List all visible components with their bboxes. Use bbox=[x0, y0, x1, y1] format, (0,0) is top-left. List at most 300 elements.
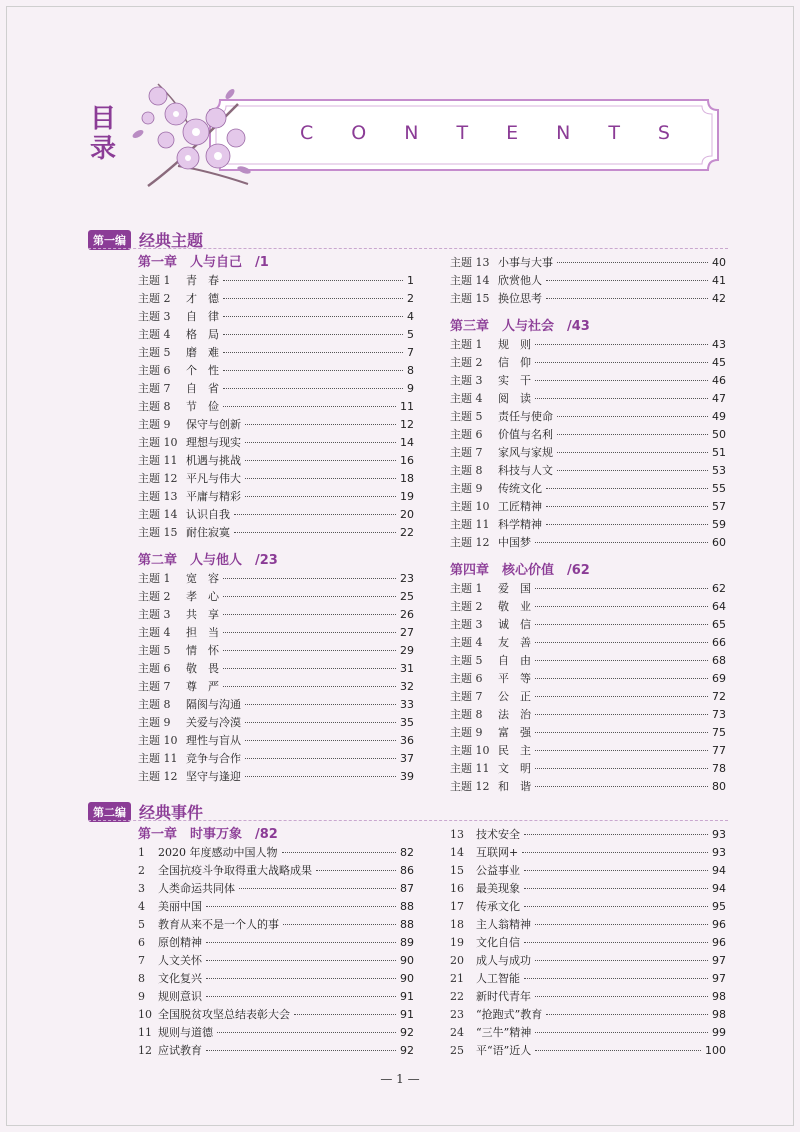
entry-label: 4 bbox=[138, 900, 145, 913]
toc-entry[interactable] bbox=[450, 688, 726, 706]
toc-entry[interactable] bbox=[138, 290, 414, 308]
entry-title: 敬 业 bbox=[498, 600, 531, 613]
toc-entry[interactable] bbox=[450, 1042, 726, 1060]
entry-title: 互联网+ bbox=[476, 846, 519, 859]
dot-leader bbox=[245, 758, 396, 759]
contents-letter: T bbox=[456, 122, 469, 144]
entry-title: 规则意识 bbox=[158, 990, 202, 1003]
toc-entry[interactable] bbox=[138, 470, 414, 488]
dot-leader bbox=[223, 578, 396, 579]
toc-entry[interactable] bbox=[138, 506, 414, 524]
toc-entry[interactable] bbox=[450, 880, 726, 898]
dot-leader bbox=[535, 380, 708, 381]
entry-title: 文 明 bbox=[498, 762, 531, 775]
entry-label: 23 bbox=[450, 1008, 464, 1021]
dot-leader bbox=[535, 1050, 701, 1051]
dot-leader bbox=[245, 424, 396, 425]
dot-leader bbox=[524, 834, 708, 835]
entry-label: 主题 11 bbox=[138, 454, 178, 467]
toc-entry[interactable] bbox=[138, 308, 414, 326]
toc-entry[interactable] bbox=[138, 660, 414, 678]
entry-page: 88 bbox=[400, 900, 414, 913]
entry-page: 89 bbox=[400, 936, 414, 949]
entry-title: 文化自信 bbox=[476, 936, 520, 949]
dot-leader bbox=[535, 1032, 708, 1033]
dot-leader bbox=[223, 280, 403, 281]
entry-label: 主题 3 bbox=[450, 618, 483, 631]
toc-entry[interactable] bbox=[450, 272, 726, 290]
entry-label: 主题 15 bbox=[450, 292, 490, 305]
entry-page: 62 bbox=[712, 582, 726, 595]
toc-entry[interactable] bbox=[138, 380, 414, 398]
entry-page: 20 bbox=[400, 508, 414, 521]
entry-page: 7 bbox=[407, 346, 414, 359]
dot-leader bbox=[234, 532, 396, 533]
chapter-title: 第一章 时事万象 /82 bbox=[138, 827, 278, 842]
dot-leader bbox=[283, 924, 396, 925]
entry-title: 人文关怀 bbox=[158, 954, 202, 967]
entry-title: 民 主 bbox=[498, 744, 531, 757]
toc-entry[interactable] bbox=[450, 988, 726, 1006]
toc-entry[interactable] bbox=[450, 970, 726, 988]
toc-entry[interactable] bbox=[450, 724, 726, 742]
entry-label: 主题 11 bbox=[450, 762, 490, 775]
dot-leader bbox=[245, 496, 396, 497]
dot-leader bbox=[535, 624, 708, 625]
contents-heading bbox=[300, 122, 670, 144]
dot-leader bbox=[557, 416, 708, 417]
entry-page: 96 bbox=[712, 918, 726, 931]
toc-entry[interactable] bbox=[450, 516, 726, 534]
dot-leader bbox=[223, 686, 396, 687]
toc-entry[interactable] bbox=[138, 1042, 414, 1060]
toc-entry[interactable] bbox=[138, 524, 414, 542]
entry-page: 100 bbox=[705, 1044, 726, 1057]
dot-leader bbox=[206, 960, 396, 961]
entry-title: 青 春 bbox=[186, 274, 219, 287]
entry-title: 工匠精神 bbox=[498, 500, 542, 513]
toc-entry[interactable] bbox=[138, 272, 414, 290]
entry-title: 宽 容 bbox=[186, 572, 219, 585]
entry-title: 认识自我 bbox=[186, 508, 230, 521]
part-title: 经典主题 bbox=[139, 231, 204, 250]
entry-label: 主题 9 bbox=[450, 726, 483, 739]
toc-entry[interactable] bbox=[138, 988, 414, 1006]
entry-title: 个 性 bbox=[186, 364, 219, 377]
toc-entry[interactable] bbox=[450, 580, 726, 598]
entry-title: 关爱与冷漠 bbox=[186, 716, 241, 729]
entry-label: 主题 1 bbox=[138, 572, 171, 585]
entry-title: 家风与家规 bbox=[498, 446, 553, 459]
entry-label: 主题 4 bbox=[138, 328, 171, 341]
toc-entry[interactable] bbox=[138, 678, 414, 696]
dot-leader bbox=[535, 642, 708, 643]
toc-entry[interactable] bbox=[450, 826, 726, 844]
entry-title: 诚 信 bbox=[498, 618, 531, 631]
entry-label: 25 bbox=[450, 1044, 464, 1057]
entry-page: 31 bbox=[400, 662, 414, 675]
entry-page: 60 bbox=[712, 536, 726, 549]
entry-page: 93 bbox=[712, 828, 726, 841]
dot-leader bbox=[282, 852, 397, 853]
toc-entry[interactable] bbox=[138, 714, 414, 732]
entry-page: 73 bbox=[712, 708, 726, 721]
entry-page: 40 bbox=[712, 256, 726, 269]
entry-page: 25 bbox=[400, 590, 414, 603]
entry-page: 59 bbox=[712, 518, 726, 531]
contents-letter: E bbox=[506, 122, 519, 144]
entry-label: 主题 10 bbox=[138, 436, 178, 449]
entry-page: 43 bbox=[712, 338, 726, 351]
entry-label: 主题 14 bbox=[450, 274, 490, 287]
entry-page: 93 bbox=[712, 846, 726, 859]
entry-label: 主题 4 bbox=[450, 392, 483, 405]
entry-page: 47 bbox=[712, 392, 726, 405]
toc-entry[interactable] bbox=[138, 1006, 414, 1024]
entry-label: 主题 11 bbox=[450, 518, 490, 531]
toc-entry[interactable] bbox=[450, 742, 726, 760]
toc-entry[interactable] bbox=[450, 1024, 726, 1042]
entry-page: 91 bbox=[400, 1008, 414, 1021]
entry-title: 科学精神 bbox=[498, 518, 542, 531]
entry-page: 91 bbox=[400, 990, 414, 1003]
entry-page: 80 bbox=[712, 780, 726, 793]
entry-label: 主题 9 bbox=[138, 716, 171, 729]
entry-label: 主题 2 bbox=[138, 292, 171, 305]
dot-leader bbox=[206, 942, 396, 943]
entry-title: 机遇与挑战 bbox=[186, 454, 241, 467]
toc-entry[interactable] bbox=[450, 254, 726, 272]
entry-label: 主题 6 bbox=[138, 662, 171, 675]
toc-entry[interactable] bbox=[138, 606, 414, 624]
dot-leader bbox=[524, 942, 708, 943]
toc-entry[interactable] bbox=[450, 916, 726, 934]
entry-title: 最美现象 bbox=[476, 882, 520, 895]
toc-entry[interactable] bbox=[450, 390, 726, 408]
entry-title: 实 干 bbox=[498, 374, 531, 387]
toc-entry[interactable] bbox=[450, 336, 726, 354]
entry-title: 隔阂与沟通 bbox=[186, 698, 241, 711]
entry-page: 46 bbox=[712, 374, 726, 387]
entry-label: 7 bbox=[138, 954, 145, 967]
dot-leader bbox=[535, 924, 708, 925]
dot-leader bbox=[239, 888, 396, 889]
entry-title: 传承文化 bbox=[476, 900, 520, 913]
toc-entry[interactable] bbox=[450, 952, 726, 970]
dot-leader bbox=[206, 978, 396, 979]
entry-page: 66 bbox=[712, 636, 726, 649]
toc-entry[interactable] bbox=[138, 844, 414, 862]
toc-entry[interactable] bbox=[450, 844, 726, 862]
entry-page: 68 bbox=[712, 654, 726, 667]
dot-leader bbox=[535, 678, 708, 679]
dot-leader bbox=[535, 344, 708, 345]
entry-label: 主题 12 bbox=[138, 770, 178, 783]
entry-page: 33 bbox=[400, 698, 414, 711]
entry-label: 主题 15 bbox=[138, 526, 178, 539]
entry-page: 65 bbox=[712, 618, 726, 631]
entry-page: 12 bbox=[400, 418, 414, 431]
dot-leader bbox=[535, 362, 708, 363]
entry-label: 主题 13 bbox=[138, 490, 178, 503]
entry-title: 富 强 bbox=[498, 726, 531, 739]
title-char-1: 目 bbox=[89, 104, 116, 134]
entry-title: 才 德 bbox=[186, 292, 219, 305]
entry-title: 平“语”近人 bbox=[476, 1044, 532, 1057]
toc-entry[interactable] bbox=[138, 398, 414, 416]
dot-leader bbox=[535, 398, 708, 399]
toc-entry[interactable] bbox=[450, 354, 726, 372]
toc-entry[interactable] bbox=[450, 706, 726, 724]
contents-letter: N bbox=[404, 122, 419, 144]
toc-entry[interactable] bbox=[450, 290, 726, 308]
entry-page: 37 bbox=[400, 752, 414, 765]
entry-title: 爱 国 bbox=[498, 582, 531, 595]
toc-entry[interactable] bbox=[138, 588, 414, 606]
entry-title: 情 怀 bbox=[186, 644, 219, 657]
entry-page: 98 bbox=[712, 1008, 726, 1021]
toc-entry[interactable] bbox=[138, 1024, 414, 1042]
dot-leader bbox=[206, 1050, 396, 1051]
entry-page: 72 bbox=[712, 690, 726, 703]
entry-label: 主题 6 bbox=[450, 428, 483, 441]
toc-entry[interactable] bbox=[450, 408, 726, 426]
toc-entry[interactable] bbox=[138, 452, 414, 470]
entry-page: 98 bbox=[712, 990, 726, 1003]
entry-title: 科技与人文 bbox=[498, 464, 553, 477]
entry-page: 14 bbox=[400, 436, 414, 449]
dot-leader bbox=[245, 704, 396, 705]
toc-entry[interactable] bbox=[138, 952, 414, 970]
entry-title: 教育从来不是一个人的事 bbox=[158, 918, 279, 931]
contents-letter: O bbox=[351, 122, 367, 144]
entry-title: 磨 难 bbox=[186, 346, 219, 359]
entry-page: 51 bbox=[712, 446, 726, 459]
dot-leader bbox=[557, 434, 708, 435]
entry-label: 主题 2 bbox=[450, 600, 483, 613]
entry-page: 78 bbox=[712, 762, 726, 775]
chapter-title: 第三章 人与社会 /43 bbox=[450, 319, 590, 334]
toc-entry[interactable] bbox=[138, 696, 414, 714]
toc-entry[interactable] bbox=[450, 616, 726, 634]
dot-leader bbox=[223, 614, 396, 615]
entry-title: 成人与成功 bbox=[476, 954, 531, 967]
entry-page: 32 bbox=[400, 680, 414, 693]
dot-leader bbox=[245, 442, 396, 443]
toc-entry[interactable] bbox=[138, 416, 414, 434]
toc-entry[interactable] bbox=[138, 344, 414, 362]
contents-letter: S bbox=[657, 122, 670, 144]
dot-leader bbox=[223, 650, 396, 651]
dot-leader bbox=[546, 488, 708, 489]
entry-title: 平 等 bbox=[498, 672, 531, 685]
page-number: — 1 — bbox=[380, 1072, 420, 1086]
dot-leader bbox=[234, 514, 396, 515]
entry-page: 88 bbox=[400, 918, 414, 931]
entry-label: 主题 3 bbox=[138, 608, 171, 621]
entry-label: 主题 5 bbox=[450, 410, 483, 423]
entry-title: 和 谐 bbox=[498, 780, 531, 793]
toc-entry[interactable] bbox=[138, 768, 414, 786]
entry-title: 尊 严 bbox=[186, 680, 219, 693]
toc-entry[interactable] bbox=[450, 498, 726, 516]
entry-label: 主题 1 bbox=[138, 274, 171, 287]
entry-title: 技术安全 bbox=[476, 828, 520, 841]
dot-leader bbox=[546, 298, 708, 299]
part-title: 经典事件 bbox=[139, 803, 204, 822]
entry-page: 19 bbox=[400, 490, 414, 503]
toc-entry[interactable] bbox=[450, 760, 726, 778]
entry-label: 11 bbox=[138, 1026, 152, 1039]
entry-title: 平庸与精彩 bbox=[186, 490, 241, 503]
toc-entry[interactable] bbox=[138, 750, 414, 768]
entry-page: 39 bbox=[400, 770, 414, 783]
entry-page: 49 bbox=[712, 410, 726, 423]
entry-page: 64 bbox=[712, 600, 726, 613]
entry-label: 主题 10 bbox=[450, 500, 490, 513]
entry-label: 主题 7 bbox=[138, 382, 171, 395]
toc-entry[interactable] bbox=[450, 1006, 726, 1024]
entry-page: 5 bbox=[407, 328, 414, 341]
toc-entry[interactable] bbox=[138, 862, 414, 880]
toc-entry[interactable] bbox=[450, 634, 726, 652]
entry-page: 4 bbox=[407, 310, 414, 323]
toc-entry[interactable] bbox=[450, 598, 726, 616]
dot-leader bbox=[535, 542, 708, 543]
entry-title: 阅 读 bbox=[498, 392, 531, 405]
entry-page: 11 bbox=[400, 400, 414, 413]
entry-label: 主题 1 bbox=[450, 582, 483, 595]
toc-entry[interactable] bbox=[450, 652, 726, 670]
toc-entry[interactable] bbox=[138, 898, 414, 916]
entry-title: 中国梦 bbox=[498, 536, 531, 549]
entry-label: 9 bbox=[138, 990, 145, 1003]
toc-entry[interactable] bbox=[138, 326, 414, 344]
toc-entry[interactable] bbox=[138, 362, 414, 380]
entry-page: 92 bbox=[400, 1026, 414, 1039]
toc-entry[interactable] bbox=[138, 570, 414, 588]
dot-leader bbox=[557, 470, 708, 471]
toc-column-part2-right bbox=[450, 826, 726, 1060]
entry-label: 主题 13 bbox=[450, 256, 490, 269]
dot-leader bbox=[535, 960, 708, 961]
dot-leader bbox=[535, 996, 708, 997]
entry-label: 主题 8 bbox=[138, 698, 171, 711]
title-char-2: 录 bbox=[89, 134, 116, 164]
dot-leader bbox=[316, 870, 396, 871]
entry-page: 55 bbox=[712, 482, 726, 495]
toc-entry[interactable] bbox=[138, 642, 414, 660]
entry-label: 主题 2 bbox=[138, 590, 171, 603]
contents-letter: C bbox=[300, 122, 314, 144]
toc-entry[interactable] bbox=[138, 916, 414, 934]
toc-entry[interactable] bbox=[450, 670, 726, 688]
entry-title: “抢跑式”教育 bbox=[476, 1008, 543, 1021]
dot-leader bbox=[524, 978, 708, 979]
entry-label: 主题 9 bbox=[138, 418, 171, 431]
dot-leader bbox=[245, 478, 396, 479]
entry-label: 主题 10 bbox=[138, 734, 178, 747]
toc-entry[interactable] bbox=[450, 444, 726, 462]
dot-leader bbox=[245, 460, 396, 461]
page-title bbox=[88, 104, 118, 164]
entry-page: 36 bbox=[400, 734, 414, 747]
dot-leader bbox=[535, 732, 708, 733]
chapter-title: 第一章 人与自己 /1 bbox=[138, 255, 269, 270]
entry-page: 22 bbox=[400, 526, 414, 539]
toc-entry[interactable] bbox=[450, 934, 726, 952]
toc-entry[interactable] bbox=[138, 488, 414, 506]
entry-title: 小事与大事 bbox=[498, 256, 553, 269]
entry-page: 53 bbox=[712, 464, 726, 477]
blossom-icon bbox=[118, 74, 268, 196]
dot-leader bbox=[223, 632, 396, 633]
toc-entry[interactable] bbox=[138, 970, 414, 988]
entry-title: 共 享 bbox=[186, 608, 219, 621]
entry-title: 换位思考 bbox=[498, 292, 542, 305]
entry-label: 主题 14 bbox=[138, 508, 178, 521]
entry-title: 平凡与伟大 bbox=[186, 472, 241, 485]
entry-label: 主题 11 bbox=[138, 752, 178, 765]
entry-label: 15 bbox=[450, 864, 464, 877]
entry-label: 20 bbox=[450, 954, 464, 967]
entry-title: 价值与名利 bbox=[498, 428, 553, 441]
toc-entry[interactable] bbox=[450, 372, 726, 390]
entry-label: 主题 4 bbox=[450, 636, 483, 649]
entry-page: 9 bbox=[407, 382, 414, 395]
dot-leader bbox=[223, 334, 403, 335]
entry-title: 传统文化 bbox=[498, 482, 542, 495]
toc-entry[interactable] bbox=[450, 534, 726, 552]
dot-leader bbox=[223, 316, 403, 317]
entry-page: 90 bbox=[400, 954, 414, 967]
dot-leader bbox=[223, 298, 403, 299]
toc-entry[interactable] bbox=[138, 934, 414, 952]
entry-page: 16 bbox=[400, 454, 414, 467]
entry-page: 92 bbox=[400, 1044, 414, 1057]
entry-page: 42 bbox=[712, 292, 726, 305]
toc-entry[interactable] bbox=[138, 624, 414, 642]
dot-leader bbox=[217, 1032, 396, 1033]
dot-leader bbox=[535, 606, 708, 607]
entry-page: 8 bbox=[407, 364, 414, 377]
entry-label: 19 bbox=[450, 936, 464, 949]
toc-entry[interactable] bbox=[138, 434, 414, 452]
dot-leader bbox=[535, 768, 708, 769]
toc-entry[interactable] bbox=[450, 898, 726, 916]
entry-label: 6 bbox=[138, 936, 145, 949]
entry-title: 耐住寂寞 bbox=[186, 526, 230, 539]
toc-entry[interactable] bbox=[138, 732, 414, 750]
entry-title: 全国抗疫斗争取得重大战略成果 bbox=[158, 864, 312, 877]
entry-title: 理性与盲从 bbox=[186, 734, 241, 747]
entry-title: 主人翁精神 bbox=[476, 918, 531, 931]
entry-page: 99 bbox=[712, 1026, 726, 1039]
toc-entry[interactable] bbox=[138, 880, 414, 898]
dot-leader bbox=[223, 406, 396, 407]
toc-entry[interactable] bbox=[450, 480, 726, 498]
entry-label: 22 bbox=[450, 990, 464, 1003]
toc-entry[interactable] bbox=[450, 426, 726, 444]
toc-entry[interactable] bbox=[450, 778, 726, 796]
toc-entry[interactable] bbox=[450, 462, 726, 480]
toc-entry[interactable] bbox=[450, 862, 726, 880]
part-divider bbox=[88, 248, 728, 249]
entry-title: 全国脱贫攻坚总结表彰大会 bbox=[158, 1008, 290, 1021]
entry-title: 坚守与逢迎 bbox=[186, 770, 241, 783]
entry-page: 87 bbox=[400, 882, 414, 895]
entry-page: 97 bbox=[712, 954, 726, 967]
